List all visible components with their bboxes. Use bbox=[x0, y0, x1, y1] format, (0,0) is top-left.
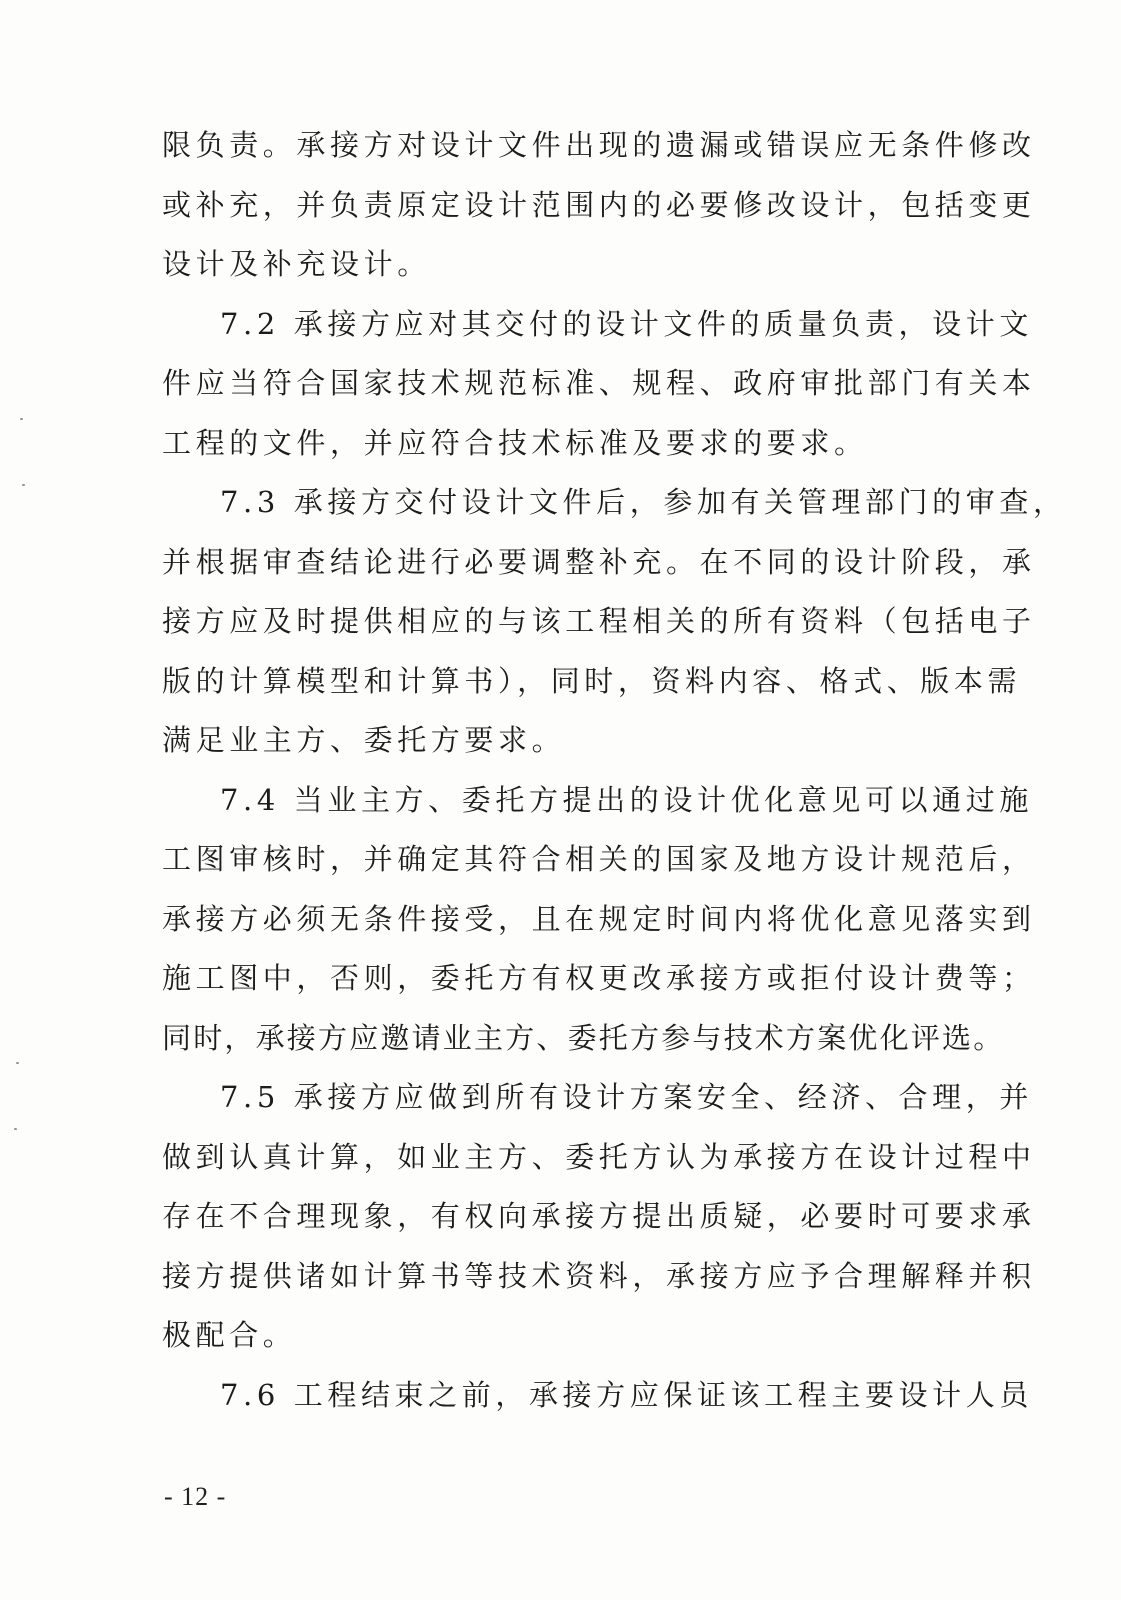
text-line: 做到认真计算，如业主方、委托方认为承接方在设计过程中 bbox=[162, 1139, 1036, 1174]
clause-7-4-first-line: 7.4 当业主方、委托方提出的设计优化意见可以通过施 bbox=[220, 782, 1033, 817]
text-line: 同时，承接方应邀请业主方、委托方参与技术方案优化评选。 bbox=[162, 1020, 1005, 1055]
clause-7-6-first-line: 7.6 工程结束之前，承接方应保证该工程主要设计人员 bbox=[220, 1377, 1033, 1412]
text-line: 并根据审查结论进行必要调整补充。在不同的设计阶段，承 bbox=[162, 544, 1036, 579]
text-line: 件应当符合国家技术规范标准、规程、政府审批部门有关本 bbox=[162, 366, 1036, 400]
text-line: 极配合。 bbox=[162, 1318, 297, 1352]
text-line: 或补充，并负责原定设计范围内的必要修改设计，包括变更 bbox=[162, 187, 1036, 222]
clause-7-5-first-line: 7.5 承接方应做到所有设计方案安全、经济、合理，并 bbox=[220, 1080, 1033, 1114]
page-number: - 12 - bbox=[164, 1482, 227, 1511]
text-line: 存在不合理现象，有权向承接方提出质疑，必要时可要求承 bbox=[162, 1199, 1036, 1233]
text-line: 承接方必须无条件接受，且在规定时间内将优化意见落实到 bbox=[162, 901, 1036, 936]
clause-7-2-first-line: 7.2 承接方应对其交付的设计文件的质量负责，设计文 bbox=[220, 306, 1033, 341]
text-line: 工程的文件，并应符合技术标准及要求的要求。 bbox=[162, 425, 868, 460]
clause-7-3-first-line: 7.3 承接方交付设计文件后，参加有关管理部门的审查， bbox=[220, 485, 1067, 519]
text-line: 接方应及时提供相应的与该工程相关的所有资料（包括电子 bbox=[162, 604, 1036, 638]
scan-speck bbox=[14, 1128, 17, 1130]
text-line: 限负责。承接方对设计文件出现的遗漏或错误应无条件修改 bbox=[162, 128, 1036, 162]
scan-speck bbox=[16, 1062, 19, 1064]
scan-speck bbox=[22, 484, 25, 486]
text-line: 接方提供诸如计算书等技术资料，承接方应予合理解释并积 bbox=[162, 1258, 1036, 1293]
text-line: 工图审核时，并确定其符合相关的国家及地方设计规范后， bbox=[162, 842, 1036, 876]
scan-speck bbox=[20, 418, 23, 420]
document-body bbox=[162, 116, 1067, 1425]
text-line: 设计及补充设计。 bbox=[162, 247, 431, 281]
text-line: 版的计算模型和计算书），同时，资料内容、格式、版本需 bbox=[162, 663, 1022, 698]
text-line: 满足业主方、委托方要求。 bbox=[162, 723, 566, 757]
text-line: 施工图中，否则，委托方有权更改承接方或拒付设计费等； bbox=[162, 961, 1036, 995]
